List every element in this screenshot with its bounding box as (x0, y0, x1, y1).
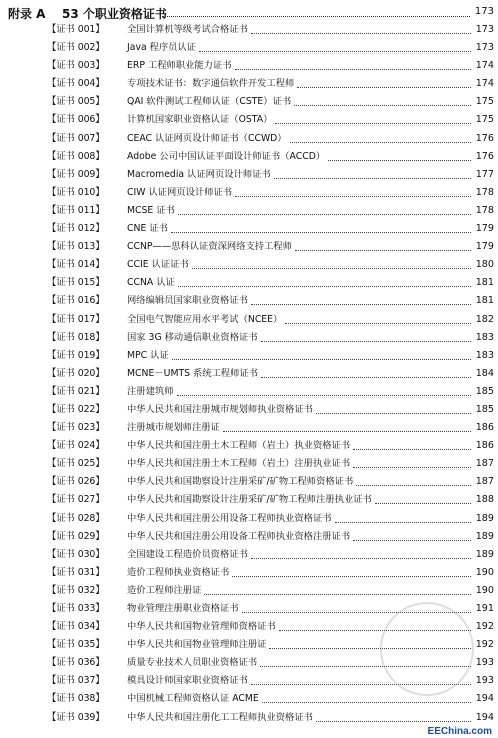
certificate-code: 【证书 007】 (47, 132, 105, 144)
certificate-name: QAI 软件测试工程师认证（CSTE）证书 (127, 96, 292, 108)
page-number: 186 (475, 422, 494, 434)
page-number: 178 (475, 204, 494, 216)
certificate-code: 【证书 002】 (47, 42, 105, 54)
toc-entry[interactable] (0, 419, 498, 437)
toc-entry[interactable] (0, 93, 498, 111)
page-number: 176 (475, 150, 494, 162)
certificate-code: 【证书 032】 (47, 584, 105, 596)
toc-entry[interactable] (0, 57, 498, 75)
certificate-name: 专项技术证书：数字通信软件开发工程师 (127, 78, 295, 90)
certificate-code: 【证书 021】 (47, 385, 105, 397)
certificate-name: 中华人民共和国物业管理师资格证书 (127, 621, 276, 633)
toc-entry[interactable] (0, 292, 498, 310)
certificate-name: 质量专业技术人员职业资格证书 (127, 657, 258, 669)
certificate-code: 【证书 035】 (47, 639, 105, 651)
certificate-code: 【证书 024】 (47, 440, 105, 452)
dot-leader (199, 51, 471, 52)
certificate-code: 【证书 033】 (47, 603, 105, 614)
dot-leader (297, 87, 471, 88)
dot-leader (290, 142, 471, 143)
page-number: 190 (475, 566, 494, 578)
page-number: 183 (475, 349, 494, 361)
toc-header (8, 5, 494, 21)
toc-entry[interactable] (0, 582, 498, 600)
certificate-name: 网络编辑员国家职业资格证书 (127, 295, 248, 307)
dot-leader (285, 323, 471, 324)
certificate-name: CEAC 认证网页设计师证书（CCWD） (127, 132, 287, 144)
page-number: 175 (475, 96, 494, 108)
dot-leader (178, 214, 471, 215)
page-number: 181 (475, 295, 494, 307)
toc-entry[interactable] (0, 274, 498, 292)
certificate-name: 全国计算机等级考试合格证书 (127, 24, 248, 35)
certificate-name: 中华人民共和国勘察设计注册采矿/矿物工程师注册执业证书 (127, 494, 372, 506)
dot-leader (353, 540, 471, 541)
page-number: 173 (475, 42, 494, 54)
page-number: 176 (475, 132, 494, 144)
dot-leader (353, 467, 471, 468)
page-number: 187 (475, 458, 494, 470)
certificate-code: 【证书 019】 (47, 349, 105, 361)
certificate-name: 物业管理注册职业资格证书 (127, 603, 239, 614)
page-number: 183 (475, 331, 494, 343)
dot-leader (251, 558, 471, 559)
certificate-code: 【证书 009】 (47, 168, 105, 180)
toc-entry[interactable] (0, 238, 498, 256)
dot-leader (223, 431, 471, 432)
dot-leader (294, 105, 471, 106)
certificate-code: 【证书 039】 (47, 711, 105, 723)
toc-entry[interactable] (0, 148, 498, 166)
toc-entry[interactable] (0, 256, 498, 274)
dot-leader (251, 304, 471, 305)
certificate-code: 【证书 013】 (47, 241, 105, 253)
certificate-name: 中华人民共和国注册土木工程师（岩土）注册执业证书 (127, 458, 351, 470)
dot-leader (316, 721, 471, 722)
page-number: 186 (475, 440, 494, 452)
dot-leader (235, 69, 471, 70)
page-number: 173 (475, 24, 494, 35)
certificate-name: CCNP——思科认证资深网络支持工程师 (127, 241, 292, 253)
dot-leader (251, 33, 471, 34)
certificate-code: 【证书 022】 (47, 403, 105, 415)
toc-entry[interactable] (0, 130, 498, 148)
certificate-code: 【证书 027】 (47, 494, 105, 506)
certificate-code: 【证书 030】 (47, 548, 105, 560)
page-number: 189 (475, 512, 494, 524)
page-number: 192 (475, 639, 494, 651)
page-number: 181 (475, 277, 494, 289)
dot-leader (375, 503, 471, 504)
page-number: 187 (475, 476, 494, 488)
certificate-name: 国家 3G 移动通信职业资格证书 (127, 331, 258, 343)
toc-entry[interactable] (0, 383, 498, 401)
page-number: 190 (475, 584, 494, 596)
certificate-code: 【证书 036】 (47, 657, 105, 669)
page-number: 189 (475, 548, 494, 560)
dot-leader (275, 123, 471, 124)
certificate-code: 【证书 005】 (47, 96, 105, 108)
certificate-code: 【证书 011】 (47, 204, 105, 216)
certificate-code: 【证书 015】 (47, 277, 105, 289)
certificate-name: Adobe 公司中国认证平面设计师证书（ACCD） (127, 150, 326, 162)
toc-entry[interactable] (0, 709, 498, 727)
certificate-name: 中华人民共和国注册城市规划师执业资格证书 (127, 403, 313, 415)
certificate-name: MPC 认证 (127, 349, 169, 361)
appendix-label: 附录 A (8, 7, 46, 21)
dot-leader (261, 341, 471, 342)
page-number: 191 (475, 603, 494, 614)
certificate-code: 【证书 001】 (47, 24, 105, 35)
certificate-name: 计算机国家职业资格认证（OSTA） (127, 114, 273, 126)
page-number: 188 (475, 494, 494, 506)
dot-leader (162, 16, 470, 17)
toc-entry[interactable] (0, 491, 498, 509)
certificate-code: 【证书 034】 (47, 621, 105, 633)
section-title: 53 个职业资格证书 (62, 7, 167, 21)
toc-entry[interactable] (0, 202, 498, 220)
page-number: 189 (475, 530, 494, 542)
dot-leader (274, 178, 471, 179)
certificate-code: 【证书 025】 (47, 458, 105, 470)
toc-entry[interactable] (0, 510, 498, 528)
dot-leader (232, 576, 471, 577)
toc-entry[interactable] (0, 401, 498, 419)
certificate-name: 中华人民共和国勘察设计注册采矿/矿物工程师资格证书 (127, 476, 354, 488)
page-number: 182 (475, 313, 494, 325)
dot-leader (262, 702, 471, 703)
certificate-name: CCIE 认证证书 (127, 259, 189, 271)
toc-entry[interactable] (0, 473, 498, 491)
toc-entry[interactable] (0, 166, 498, 184)
toc-entry[interactable] (0, 184, 498, 202)
dot-leader (335, 522, 471, 523)
certificate-code: 【证书 028】 (47, 512, 105, 524)
toc-entry[interactable] (0, 311, 498, 329)
certificate-code: 【证书 014】 (47, 259, 105, 271)
page-number: 179 (475, 223, 494, 235)
certificate-name: 造价工程师执业资格证书 (127, 566, 230, 578)
certificate-code: 【证书 004】 (47, 78, 105, 90)
certificate-name: 注册建筑师 (127, 385, 174, 397)
certificate-code: 【证书 023】 (47, 422, 105, 434)
certificate-code: 【证书 012】 (47, 223, 105, 235)
page-number: 175 (475, 114, 494, 126)
dot-leader (316, 413, 471, 414)
certificate-code: 【证书 016】 (47, 295, 105, 307)
dot-leader (328, 160, 471, 161)
certificate-name: CCNA 认证 (127, 277, 175, 289)
page-number: 193 (475, 675, 494, 687)
certificate-code: 【证书 031】 (47, 566, 105, 578)
certificate-name: 中华人民共和国注册公用设备工程师执业资格注册证书 (127, 530, 351, 542)
page-number: 184 (475, 367, 494, 379)
certificate-name: Java 程序员认证 (127, 42, 197, 54)
toc-entry[interactable] (0, 329, 498, 347)
toc-entry[interactable] (0, 528, 498, 546)
dot-leader (356, 485, 471, 486)
site-watermark: EEChina.com (427, 726, 492, 737)
certificate-name: 中华人民共和国注册化工工程师执业资格证书 (127, 711, 313, 723)
certificate-code: 【证书 038】 (47, 693, 105, 705)
dot-leader (235, 196, 471, 197)
certificate-name: 全国建设工程造价员资格证书 (127, 548, 248, 560)
toc-entry[interactable] (0, 220, 498, 238)
certificate-name: 中华人民共和国注册公用设备工程师执业资格证书 (127, 512, 332, 524)
toc-entry[interactable] (0, 455, 498, 473)
toc-entry[interactable] (0, 437, 498, 455)
toc-entry[interactable] (0, 39, 498, 57)
page-number: 180 (475, 259, 494, 271)
certificate-name: 造价工程师注册证 (127, 584, 202, 596)
certificate-code: 【证书 017】 (47, 313, 105, 325)
page-number: 192 (475, 621, 494, 633)
section-page-number: 173 (474, 6, 494, 17)
dot-leader (353, 449, 471, 450)
page-number: 178 (475, 186, 494, 198)
dot-leader (171, 232, 471, 233)
certificate-code: 【证书 026】 (47, 476, 105, 488)
dot-leader (295, 250, 471, 251)
certificate-code: 【证书 003】 (47, 60, 105, 72)
page-number: 179 (475, 241, 494, 253)
dot-leader (178, 286, 471, 287)
certificate-code: 【证书 008】 (47, 150, 105, 162)
dot-leader (177, 395, 471, 396)
certificate-name: ERP 工程师职业能力证书 (127, 60, 232, 72)
certificate-code: 【证书 037】 (47, 675, 105, 687)
certificate-name: MCNE－UMTS 系统工程师证书 (127, 367, 259, 379)
certificate-name: 全国电气智能应用水平考试（NCEE） (127, 313, 283, 325)
page-number: 194 (475, 693, 494, 705)
certificate-code: 【证书 006】 (47, 114, 105, 126)
certificate-name: MCSE 证书 (127, 204, 175, 216)
certificate-code: 【证书 018】 (47, 331, 105, 343)
toc-entry[interactable] (0, 546, 498, 564)
toc-entry[interactable] (0, 365, 498, 383)
dot-leader (172, 359, 471, 360)
certificate-code: 【证书 029】 (47, 530, 105, 542)
dot-leader (204, 594, 471, 595)
certificate-name: Macromedia 认证网页设计师证书 (127, 168, 271, 180)
certificate-name: 中华人民共和国注册土木工程师（岩土）执业资格证书 (127, 440, 351, 452)
toc-entry[interactable] (0, 75, 498, 93)
certificate-name: 注册城市规划师注册证 (127, 422, 220, 434)
toc-entry[interactable] (0, 21, 498, 39)
certificate-name: 模具设计师国家职业资格证书 (127, 675, 248, 687)
certificate-name: CNE 证书 (127, 223, 168, 235)
page-number: 185 (475, 385, 494, 397)
page-number: 185 (475, 403, 494, 415)
toc-entry[interactable] (0, 111, 498, 129)
page-number: 174 (475, 78, 494, 90)
toc-entry[interactable] (0, 564, 498, 582)
page-number: 194 (475, 711, 494, 723)
certificate-name: CIW 认证网页设计师证书 (127, 186, 233, 198)
dot-leader (261, 377, 471, 378)
page-number: 174 (475, 60, 494, 72)
certificate-code: 【证书 010】 (47, 186, 105, 198)
page-number: 193 (475, 657, 494, 669)
page-number: 177 (475, 168, 494, 180)
certificate-name: 中国机械工程师资格认证 ACME (127, 693, 259, 705)
dot-leader (192, 268, 471, 269)
toc-entry[interactable] (0, 347, 498, 365)
certificate-code: 【证书 020】 (47, 367, 105, 379)
certificate-name: 中华人民共和国物业管理师注册证 (127, 639, 267, 651)
